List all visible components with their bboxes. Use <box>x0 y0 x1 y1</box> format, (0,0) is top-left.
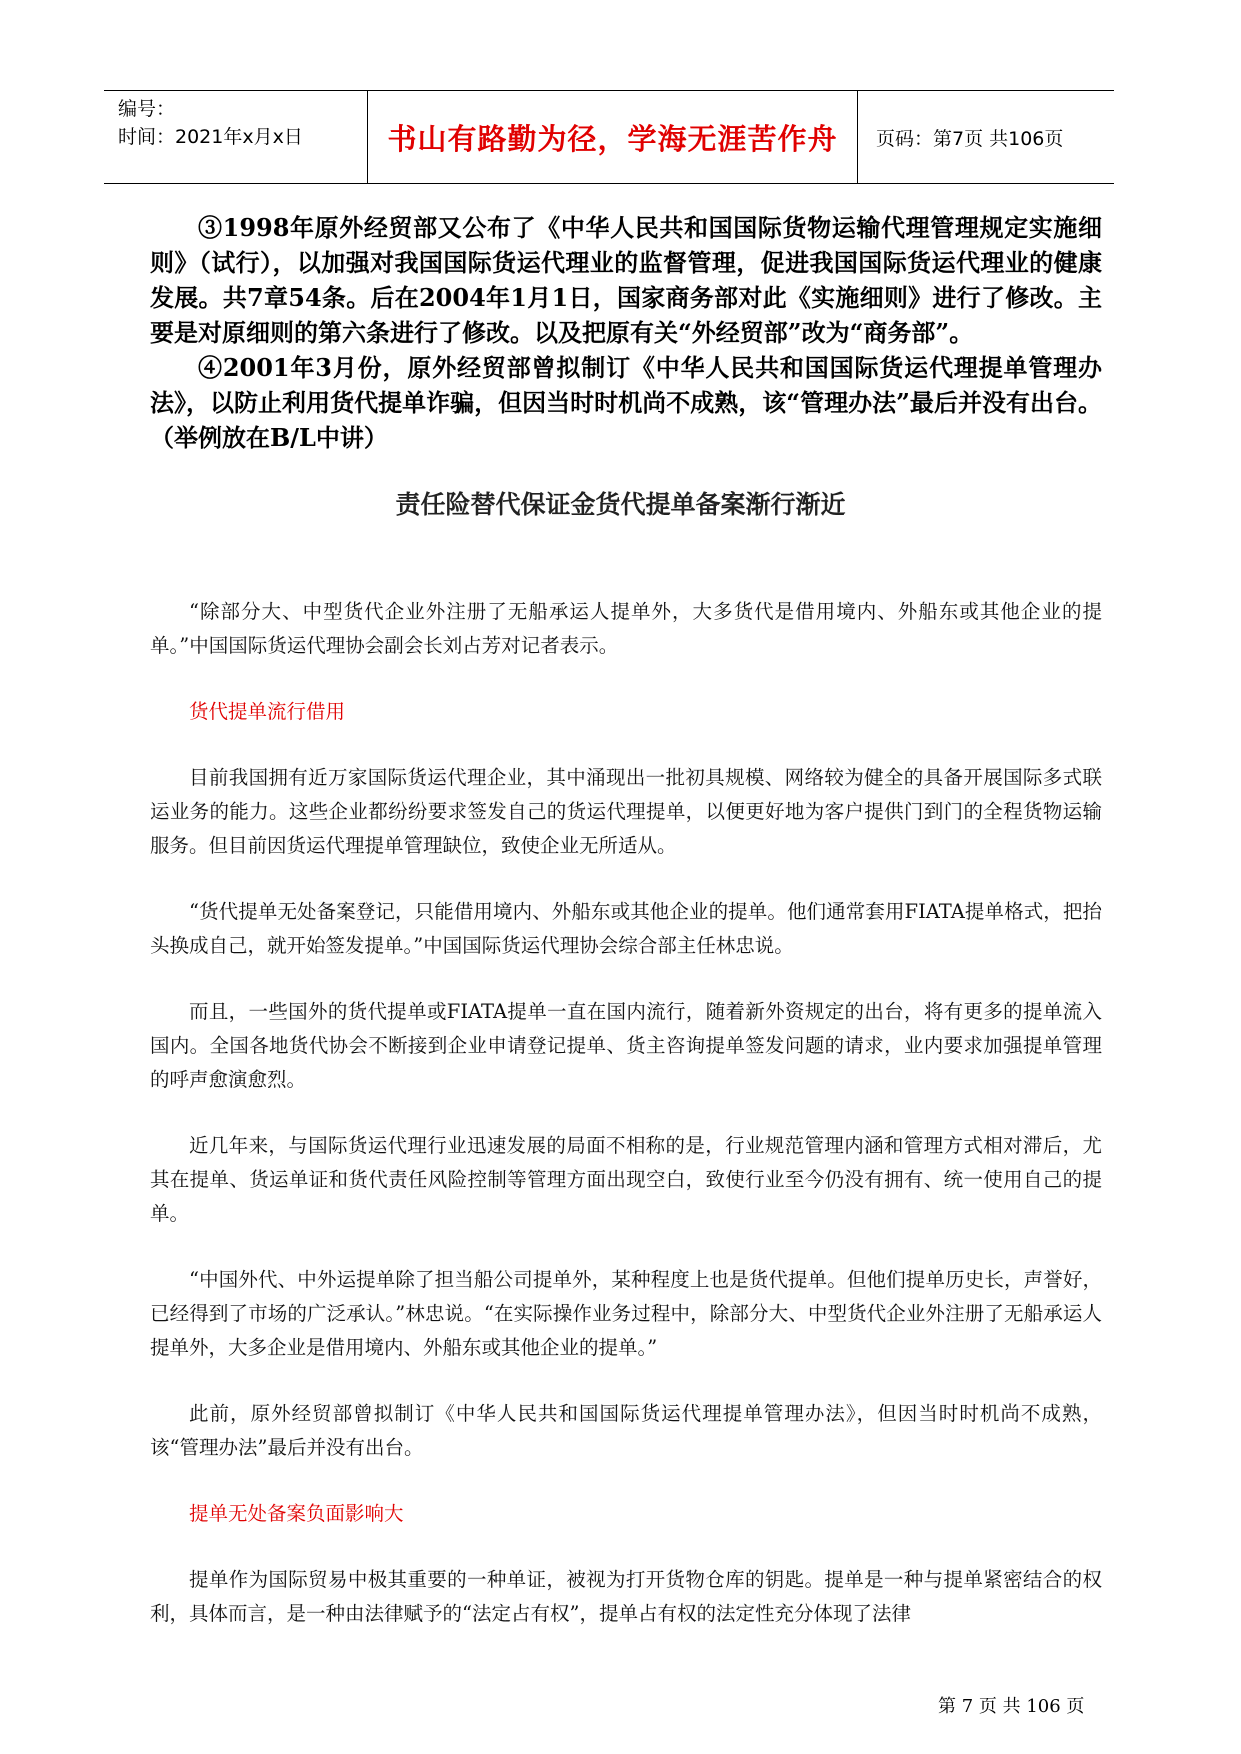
header-right-cell <box>858 91 1114 183</box>
number-label: 编号： <box>118 98 176 120</box>
motto: 书山有路勤为径，学海无涯苦作舟 <box>387 121 838 156</box>
article-title: 责任险替代保证金货代提单备案渐行渐近 <box>395 490 846 519</box>
article-paragraph: “货代提单无处备案登记，只能借用境内、外船东或其他企业的提单。他们通常套用FIATA提单格式，把抬头换成自己，就开始签发提单。”中国国际货运代理协会综合部主任林忠说。 <box>150 900 1102 957</box>
intro-section <box>150 210 1102 455</box>
article-subheading: 提单无处备案负面影响大 <box>189 1502 404 1525</box>
article-paragraph: 而且，一些国外的货代提单或FIATA提单一直在国内流行，随着新外资规定的出台，将有更多的提单流入国内。全国各地货代协会不断接到企业申请登记提单、货主咨询提单签发问题的请求，业内要求加强提单管理的呼声愈演愈烈。 <box>150 1000 1102 1091</box>
page-footer: 第 7 页 共 106 页 <box>938 1696 1085 1717</box>
header-left-cell <box>104 91 368 183</box>
article-paragraph: 目前我国拥有近万家国际货运代理企业，其中涌现出一批初具规模、网络较为健全的具备开展国际多式联运业务的能力。这些企业都纷纷要求签发自己的货运代理提单，以便更好地为客户提供门到门的全程货物运输服务。但目前因货运代理提单管理缺位，致使企业无所适从。 <box>150 766 1102 857</box>
article-paragraph: “中国外代、中外运提单除了担当船公司提单外，某种程度上也是货代提单。但他们提单历史长，声誉好，已经得到了市场的广泛承认。”林忠说。“在实际操作业务过程中，除部分大、中型货代企业外注册了无船承运人提单外，大多企业是借用境内、外船东或其他企业的提单。” <box>150 1268 1102 1359</box>
header-mid-cell <box>368 91 858 183</box>
intro-paragraph-4: ④2001年3月份，原外经贸部曾拟制订《中华人民共和国国际货运代理提单管理办法》，以防止利用货代提单诈骗，但因当时时机尚不成熟，该“管理办法”最后并没有出台。（举例放在B/L中讲） <box>150 353 1102 452</box>
article-paragraph: 近几年来，与国际货运代理行业迅速发展的局面不相称的是，行业规范管理内涵和管理方式相对滞后，尤其在提单、货运单证和货代责任风险控制等管理方面出现空白，致使行业至今仍没有拥有、统一使用自己的提单。 <box>150 1134 1102 1225</box>
page-info: 页码：第7页 共106页 <box>876 127 1064 150</box>
article-body <box>150 595 1102 1631</box>
article-paragraph: “除部分大、中型货代企业外注册了无船承运人提单外，大多货代是借用境内、外船东或其他企业的提单。”中国国际货运代理协会副会长刘占芳对记者表示。 <box>150 600 1102 657</box>
article-paragraph: 此前，原外经贸部曾拟制订《中华人民共和国国际货运代理提单管理办法》，但因当时时机尚不成熟，该“管理办法”最后并没有出台。 <box>150 1402 1102 1459</box>
header-table <box>104 90 1114 184</box>
article-subheading: 货代提单流行借用 <box>189 700 346 723</box>
time-label: 时间：2021年x月x日 <box>118 126 303 148</box>
intro-paragraph-3: ③1998年原外经贸部又公布了《中华人民共和国国际货物运输代理管理规定实施细则》（试行），以加强对我国国际货运代理业的监督管理，促进我国国际货运代理业的健康发展。共7章54条。后在2004年1月1日，国家商务部对此《实施细则》进行了修改。主要是对原细则的第六条进行了修改。以及把原有关“外经贸部”改为“商务部”。 <box>150 213 1102 347</box>
article-paragraph: 提单作为国际贸易中极其重要的一种单证，被视为打开货物仓库的钥匙。提单是一种与提单紧密结合的权利，具体而言，是一种由法律赋予的“法定占有权”，提单占有权的法定性充分体现了法律 <box>150 1568 1102 1625</box>
